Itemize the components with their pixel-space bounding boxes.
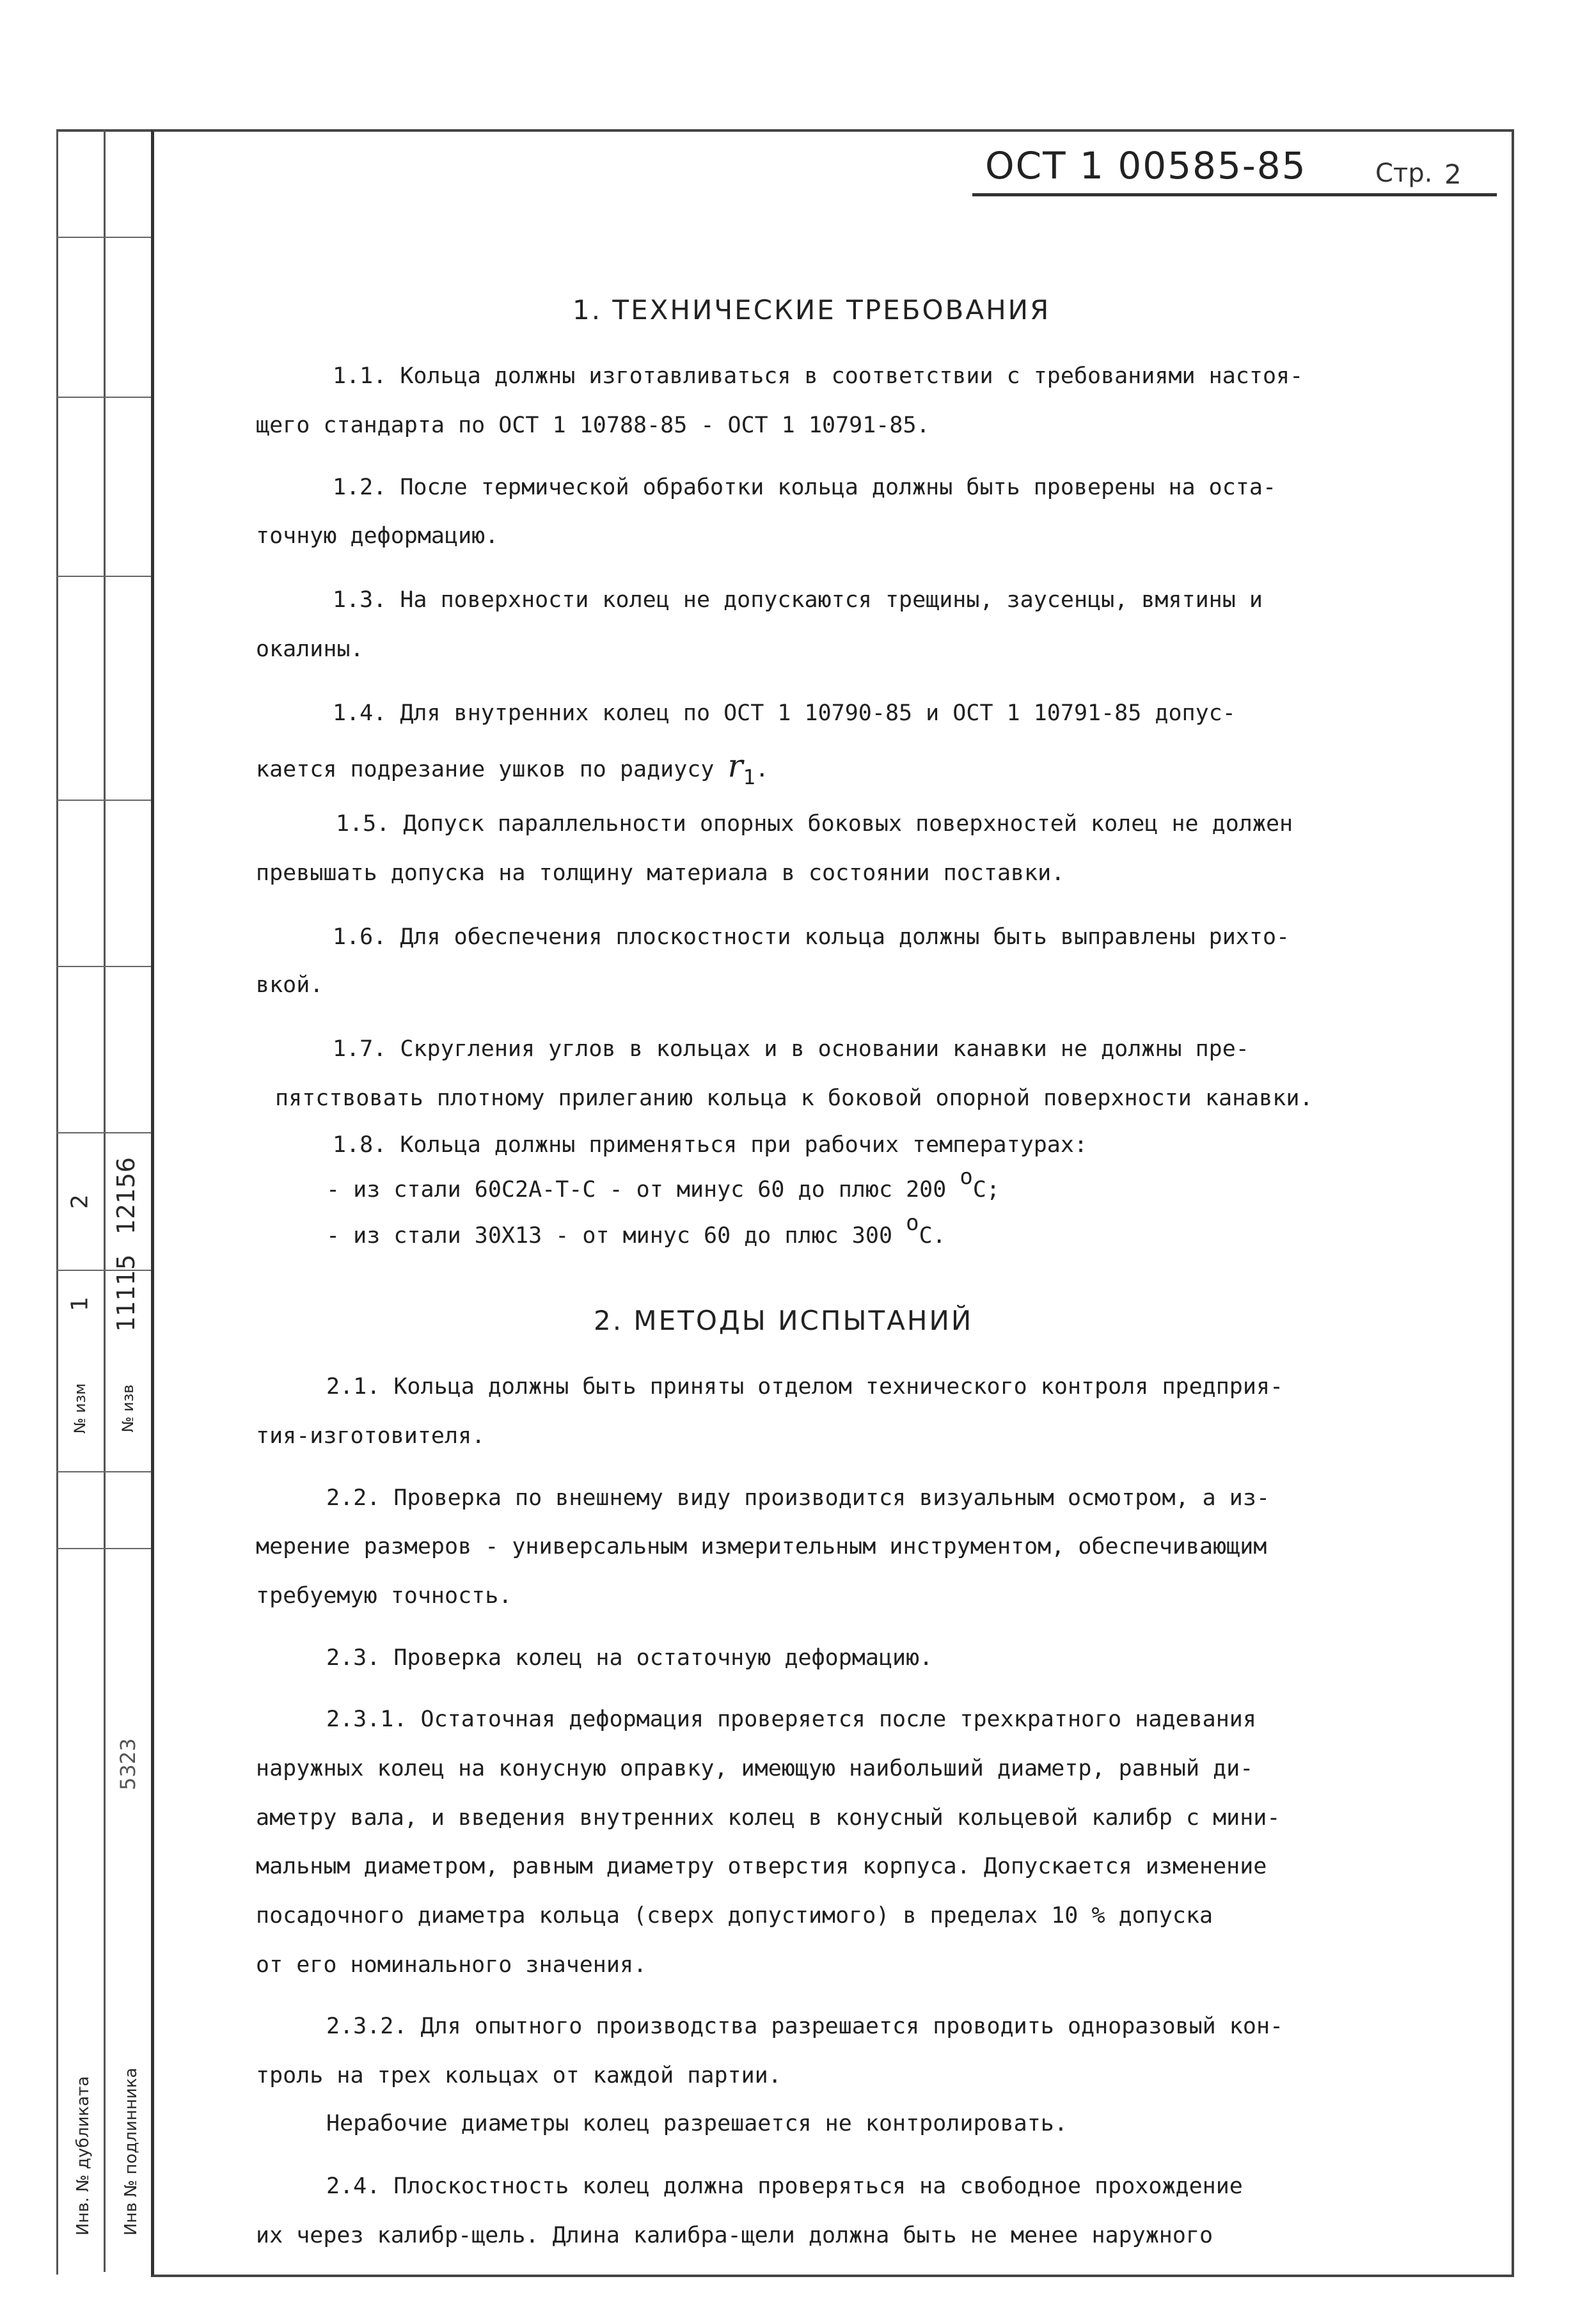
temperature-range-steel-30h13: - из стали 30Х13 - от минус 60 до плюс 300	[326, 1223, 893, 1249]
paragraph-2-3-1-line-3: аметру вала, и введения внутренних колец в конусный кольцевой калибр с мини-	[256, 1805, 1281, 1831]
section-2-title: 2. МЕТОДЫ ИСПЫТАНИЙ	[594, 1305, 974, 1336]
paragraph-1-8-line-1: 1.8. Кольца должны применяться при рабочих температурах:	[333, 1132, 1088, 1158]
temperature-unit: С.	[919, 1223, 946, 1249]
paragraph-1-2-line-1: 1.2. После термической обработки кольца должны быть проверены на оста-	[333, 475, 1277, 500]
margin-tick	[56, 1471, 104, 1472]
paragraph-1-4-text: кается подрезание ушков по радиусу	[256, 757, 715, 782]
margin-tick	[104, 237, 151, 238]
paragraph-1-2-line-2: точную деформацию.	[256, 523, 499, 549]
podl-value: 5323	[116, 1738, 140, 1790]
margin-tick	[56, 1132, 104, 1133]
paragraph-1-4-line-1: 1.4. Для внутренних колец по ОСТ 1 10790-85 и ОСТ 1 10791-85 допус-	[333, 700, 1236, 726]
margin-tick	[56, 800, 104, 801]
margin-tick	[56, 237, 104, 238]
paragraph-2-2-line-3: требуемую точность.	[256, 1583, 512, 1609]
page-label: Стр.	[1375, 159, 1433, 188]
degree-sign: o	[906, 1210, 919, 1236]
paragraph-2-1-line-1: 2.1. Кольца должны быть приняты отделом технического контроля предприя-	[326, 1374, 1284, 1400]
radius-subscript: 1	[743, 765, 755, 789]
paragraph-2-3-2-line-3: Нерабочие диаметры колец разрешается не контролировать.	[326, 2111, 1068, 2136]
paragraph-2-2-line-2: мерение размеров - универсальным измерительным инструментом, обеспечивающим	[256, 1534, 1267, 1559]
standard-code: ОСТ 1 00585-85	[985, 144, 1307, 187]
margin-tick	[56, 1270, 104, 1271]
paragraph-2-3-1-line-2: наружных колец на конусную оправку, имеющую наибольший диаметр, равный ди-	[256, 1756, 1254, 1781]
temperature-unit: С;	[972, 1177, 1000, 1203]
temperature-range-steel-60s2a: - из стали 60С2А-Т-С - от минус 60 до плюс 200	[326, 1177, 947, 1203]
dubl-label: Инв. № дубликата	[74, 2076, 93, 2236]
margin-tick	[104, 1471, 151, 1472]
izv-label: № изв	[119, 1384, 137, 1433]
paragraph-2-3-1-line-6: от его номинального значения.	[256, 1952, 647, 1978]
podl-label: Инв № подлинника	[122, 2067, 141, 2236]
paragraph-2-1-line-2: тия-изготовителя.	[256, 1423, 486, 1449]
paragraph-2-3-2-line-2: троль на трех кольцах от каждой партии.	[256, 2063, 782, 2088]
paragraph-1-4-line-2: кается подрезание ушков по радиусу r1.	[256, 747, 769, 789]
paragraph-2-4-line-2: их через калибр-щель. Длина калибра-щели должна быть не менее наружного	[256, 2223, 1213, 2248]
paragraph-2-3: 2.3. Проверка колец на остаточную деформацию.	[326, 1645, 933, 1671]
paragraph-2-3-1-line-5: посадочного диаметра кольца (сверх допустимого) в пределах 10 % допуска	[256, 1903, 1213, 1928]
margin-column-divider	[104, 129, 106, 2272]
paragraph-1-8-line-2	[326, 1164, 1000, 1203]
paragraph-1-3-line-2: окалины.	[256, 636, 364, 662]
paragraph-1-3-line-1: 1.3. На поверхности колец не допускаются трещины, заусенцы, вмятины и	[333, 587, 1263, 613]
paragraph-1-1-line-2: щего стандарта по ОСТ 1 10788-85 - ОСТ 1 10791-85.	[256, 413, 930, 438]
paragraph-2-3-1-line-1: 2.3.1. Остаточная деформация проверяется после трехкратного надевания	[326, 1707, 1256, 1732]
paragraph-1-7-line-2: пятствовать плотному прилеганию кольца к боковой опорной поверхности канавки.	[275, 1085, 1313, 1111]
paragraph-2-3-1-line-4: мальным диаметром, равным диаметру отверстия корпуса. Допускается изменение	[256, 1854, 1267, 1879]
izv-number-1: 11115	[112, 1254, 140, 1332]
izm-number-2: 2	[67, 1194, 93, 1209]
margin-tick	[56, 1548, 104, 1549]
izm-number-1: 1	[67, 1297, 93, 1311]
paragraph-1-6-line-1: 1.6. Для обеспечения плоскостности кольца должны быть выправлены рихто-	[333, 924, 1290, 950]
margin-tick	[56, 966, 104, 967]
margin-tick	[104, 576, 151, 577]
paragraph-1-1-line-1: 1.1. Кольца должны изготавливаться в соответствии с требованиями настоя-	[333, 363, 1304, 389]
izv-number-2: 12156	[112, 1157, 140, 1234]
section-1-title: 1. ТЕХНИЧЕСКИЕ ТРЕБОВАНИЯ	[573, 294, 1051, 326]
izm-label: № изм	[71, 1383, 89, 1434]
radius-symbol: r	[727, 747, 743, 784]
margin-tick	[104, 1132, 151, 1133]
margin-tick	[56, 397, 104, 398]
margin-tick	[104, 800, 151, 801]
page-number: 2	[1444, 159, 1462, 190]
header-underline	[972, 193, 1497, 196]
paragraph-1-5-line-1: 1.5. Допуск параллельности опорных боковых поверхностей колец не должен	[336, 811, 1293, 837]
paragraph-2-3-2-line-1: 2.3.2. Для опытного производства разрешается проводить одноразовый кон-	[326, 2014, 1284, 2039]
paragraph-1-8-line-3	[326, 1210, 946, 1249]
paragraph-2-2-line-1: 2.2. Проверка по внешнему виду производится визуальным осмотром, а из-	[326, 1485, 1270, 1511]
margin-tick	[104, 397, 151, 398]
paragraph-1-5-line-2: превышать допуска на толщину материала в состоянии поставки.	[256, 860, 1065, 886]
margin-tick	[104, 1548, 151, 1549]
paragraph-1-7-line-1: 1.7. Скругления углов в кольцах и в основании канавки не должны пре-	[333, 1036, 1249, 1062]
paragraph-2-4-line-1: 2.4. Плоскостность колец должна проверяться на свободное прохождение	[326, 2173, 1243, 2199]
margin-tick	[104, 966, 151, 967]
margin-tick	[56, 576, 104, 577]
paragraph-1-6-line-2: вкой.	[256, 972, 324, 998]
degree-sign: o	[960, 1164, 973, 1190]
